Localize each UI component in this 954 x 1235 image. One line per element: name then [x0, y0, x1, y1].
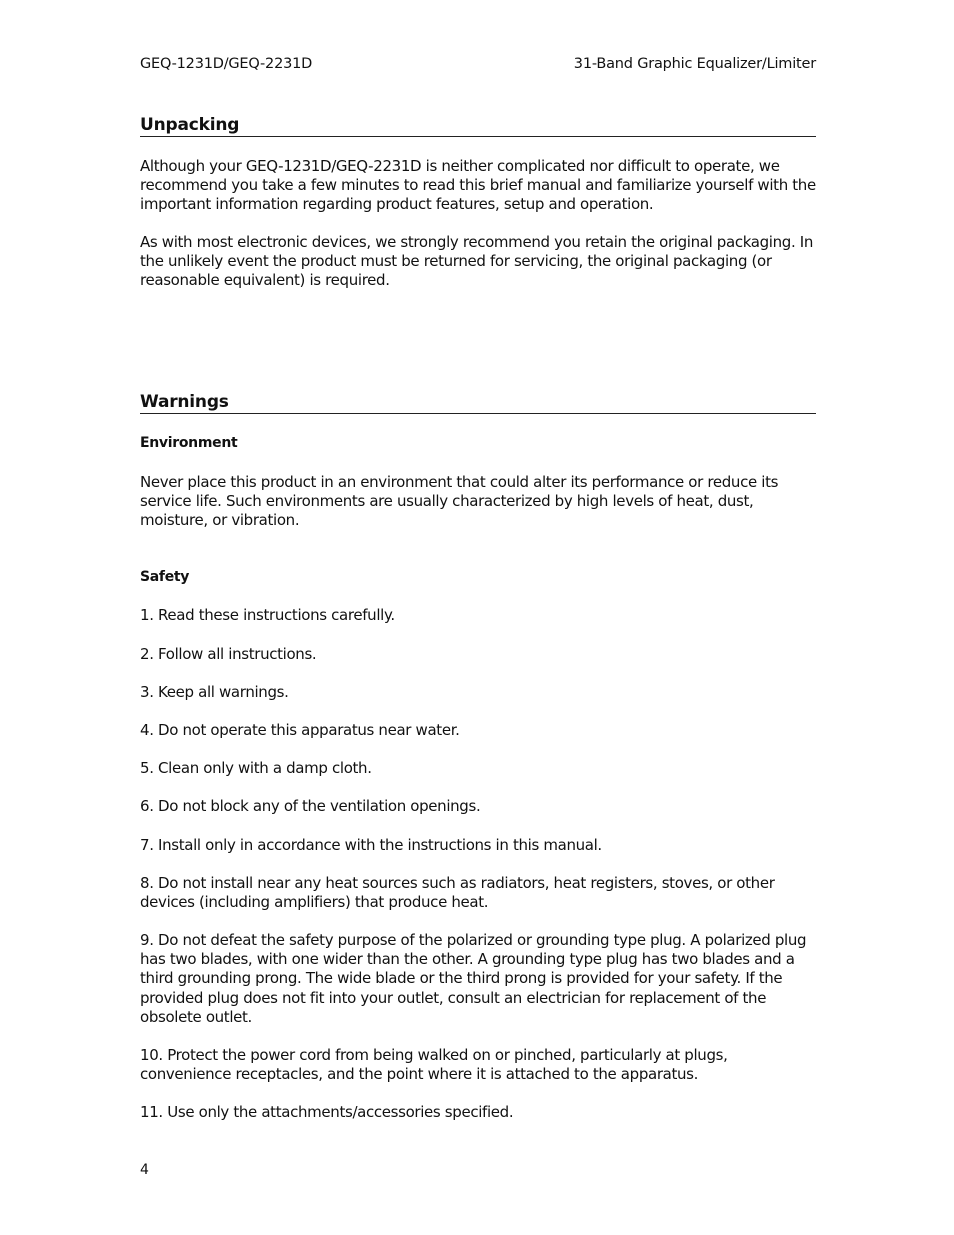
safety-item: 9. Do not defeat the safety purpose of the polarized or grounding type plug. A polarized plug has two blades, with one wider than the other. A grounding type plug has two blades and a third grounding prong. The wide blade or the third prong is provided for your safety. If the provided plug does not fit into your outlet, consult an electrician for replacement of the obsolete outlet.: [140, 931, 807, 1026]
safety-item: 8. Do not install near any heat sources such as radiators, heat registers, stoves, or other devices (including amplifiers) that produce heat.: [140, 874, 775, 912]
running-header: [140, 56, 816, 72]
header-model: GEQ-1231D/GEQ-2231D: [140, 56, 313, 72]
section-title-warnings: Warnings: [140, 392, 816, 414]
subheading-environment: Environment: [140, 435, 238, 451]
safety-item: 7. Install only in accordance with the instructions in this manual.: [140, 836, 602, 854]
section-title-unpacking: Unpacking: [140, 115, 816, 137]
safety-item: 2. Follow all instructions.: [140, 645, 317, 663]
subheading-safety: Safety: [140, 569, 190, 585]
safety-item: 11. Use only the attachments/accessories specified.: [140, 1103, 514, 1121]
safety-item: 6. Do not block any of the ventilation openings.: [140, 797, 481, 815]
safety-item: 10. Protect the power cord from being walked on or pinched, particularly at plugs, convenience receptacles, and the point where it is attached to the apparatus.: [140, 1046, 728, 1084]
safety-item: 5. Clean only with a damp cloth.: [140, 759, 372, 777]
page-number: 4: [140, 1162, 149, 1178]
manual-page: [140, 0, 816, 1235]
unpacking-paragraph: As with most electronic devices, we strongly recommend you retain the original packaging. In the unlikely event the product must be returned for servicing, the original packaging (or reasonable equivalent) is required.: [140, 233, 814, 290]
environment-paragraph: Never place this product in an environment that could alter its performance or reduce its service life. Such environments are usually characterized by high levels of heat, dust, moisture, or vibration.: [140, 473, 779, 530]
unpacking-paragraph: Although your GEQ-1231D/GEQ-2231D is neither complicated nor difficult to operate, we recommend you take a few minutes to read this brief manual and familiarize yourself with the important information regarding product features, setup and operation.: [140, 157, 816, 214]
safety-item: 3. Keep all warnings.: [140, 683, 289, 701]
header-product-title: 31-Band Graphic Equalizer/Limiter: [573, 56, 816, 72]
safety-item: 1. Read these instructions carefully.: [140, 606, 395, 624]
safety-item: 4. Do not operate this apparatus near water.: [140, 721, 460, 739]
